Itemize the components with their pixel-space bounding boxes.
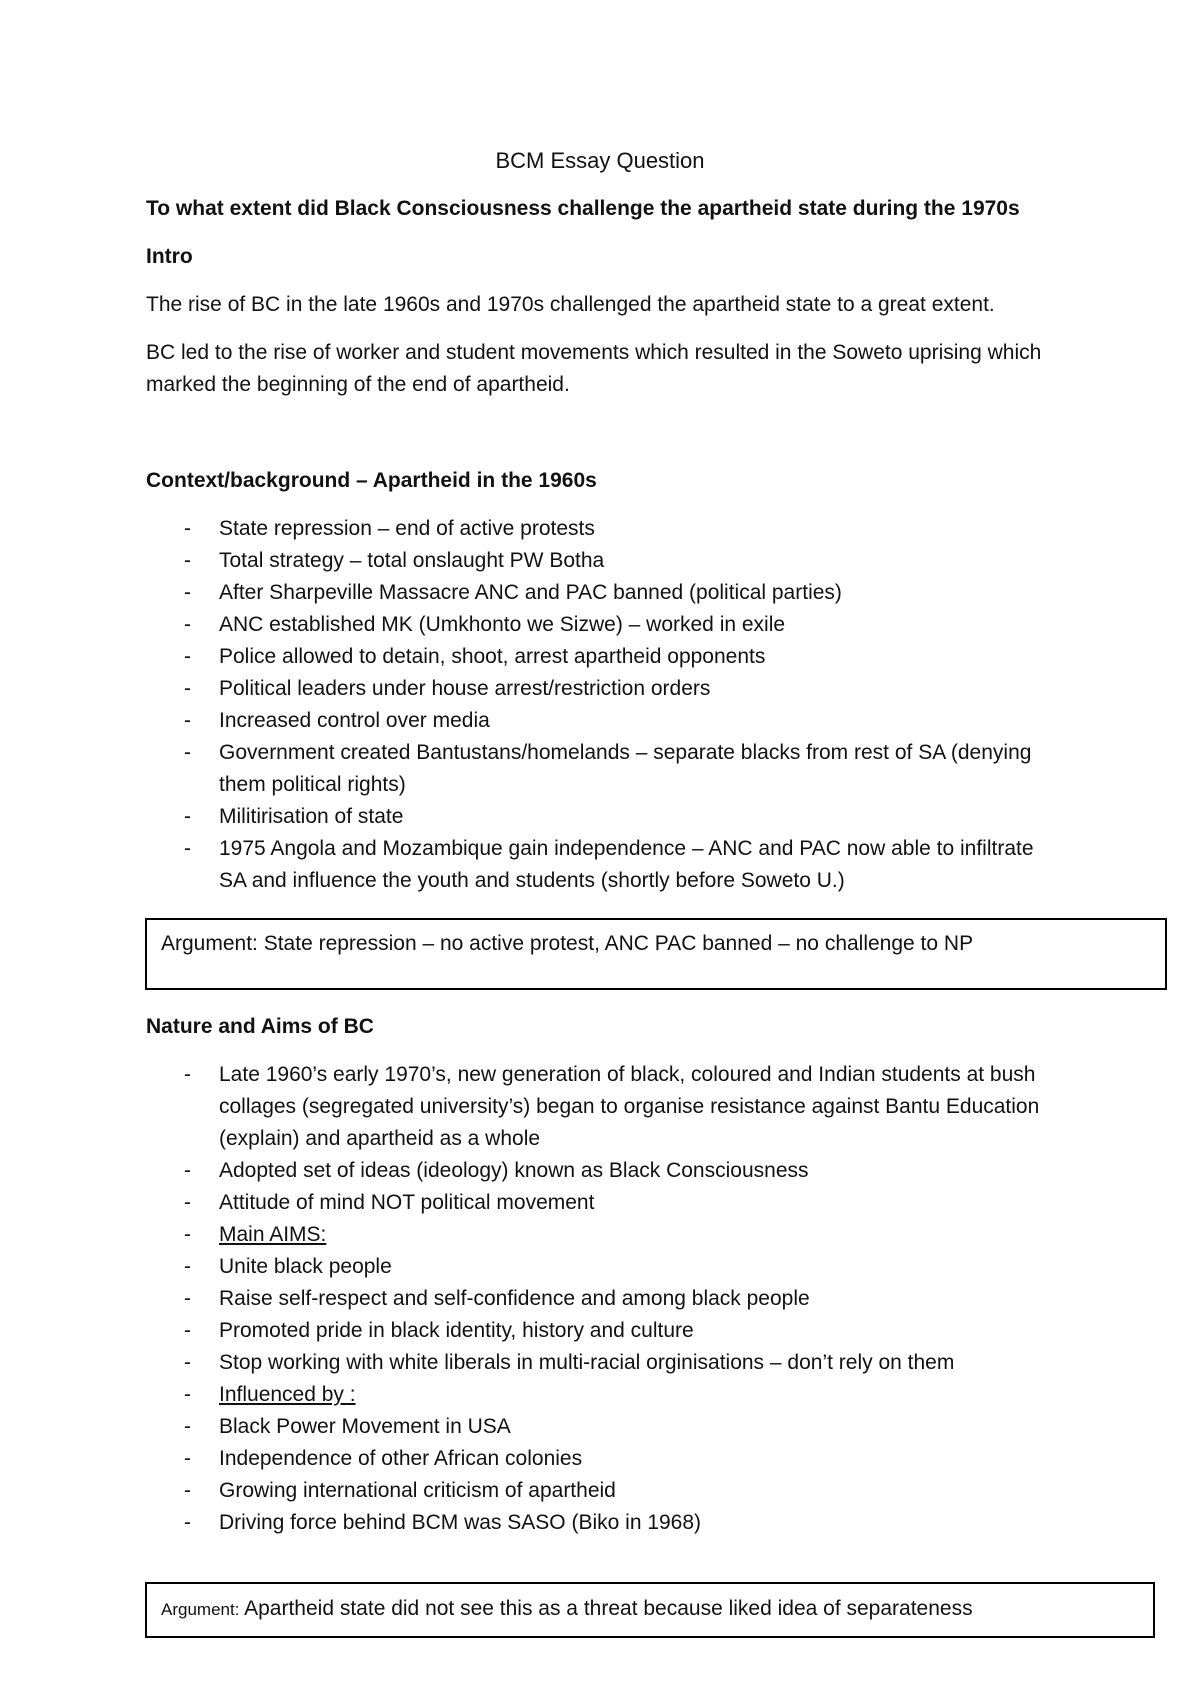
list-item <box>146 705 1066 737</box>
list-item-text: Growing international criticism of apartheid <box>219 1479 616 1502</box>
list-item <box>146 801 1066 833</box>
bullet-dash: - <box>184 1511 191 1534</box>
argument-label: Argument: <box>161 1600 240 1619</box>
list-item <box>146 1283 1066 1315</box>
bullet-dash: - <box>184 709 191 732</box>
bullet-dash: - <box>184 581 191 604</box>
list-item-text: Police allowed to detain, shoot, arrest apartheid opponents <box>219 645 766 668</box>
list-item-text: Adopted set of ideas (ideology) known as Black Consciousness <box>219 1159 809 1182</box>
list-item <box>146 1187 1066 1219</box>
list-item-text: State repression – end of active protests <box>219 517 595 540</box>
list-item-text: Total strategy – total onslaught PW Botha <box>219 549 605 572</box>
bullet-dash: - <box>184 1255 191 1278</box>
list-item-text: Main AIMS: <box>219 1223 327 1246</box>
list-item <box>146 1379 1066 1411</box>
bullet-dash: - <box>184 805 191 828</box>
list-item-text: Political leaders under house arrest/restriction orders <box>219 677 711 700</box>
list-item <box>146 1059 1066 1155</box>
bullet-dash: - <box>184 741 191 764</box>
bullet-dash: - <box>184 645 191 668</box>
list-item <box>146 609 1066 641</box>
list-item-text: Driving force behind BCM was SASO (Biko in 1968) <box>219 1511 702 1534</box>
list-item <box>146 737 1066 801</box>
bullet-dash: - <box>184 1351 191 1374</box>
list-item <box>146 1507 1066 1539</box>
list-item-text: Attitude of mind NOT political movement <box>219 1191 595 1214</box>
list-item <box>146 513 1066 545</box>
nature-argument-box <box>145 1582 1155 1638</box>
bullet-dash: - <box>184 1159 191 1182</box>
intro-paragraph: BC led to the rise of worker and student movements which resulted in the Soweto uprising which marked the beginning of the end of apartheid. <box>146 341 1042 396</box>
list-item-text: Raise self-respect and self-confidence and among black people <box>219 1287 810 1310</box>
bullet-dash: - <box>184 1223 191 1246</box>
list-item <box>146 1443 1066 1475</box>
bullet-dash: - <box>184 1191 191 1214</box>
bullet-dash: - <box>184 677 191 700</box>
list-item-text: Unite black people <box>219 1255 392 1278</box>
list-item-text: After Sharpeville Massacre ANC and PAC banned (political parties) <box>219 581 842 604</box>
context-heading: Context/background – Apartheid in the 1960s <box>146 469 597 492</box>
list-item <box>146 1411 1066 1443</box>
bullet-dash: - <box>184 1447 191 1470</box>
nature-bullet-list <box>146 1059 1066 1539</box>
nature-heading: Nature and Aims of BC <box>146 1015 374 1038</box>
list-item-text: Promoted pride in black identity, history and culture <box>219 1319 694 1342</box>
list-item-text: 1975 Angola and Mozambique gain independence – ANC and PAC now able to infiltrate SA and influence the youth and students (shortly before Soweto U.) <box>219 837 1034 892</box>
list-item <box>146 545 1066 577</box>
list-item <box>146 1219 1066 1251</box>
intro-heading: Intro <box>146 245 193 268</box>
list-item-text: Stop working with white liberals in multi-racial orginisations – don’t rely on them <box>219 1351 955 1374</box>
list-item-text: Increased control over media <box>219 709 490 732</box>
bullet-dash: - <box>184 549 191 572</box>
list-item <box>146 1347 1066 1379</box>
list-item <box>146 641 1066 673</box>
list-item-text: Influenced by : <box>219 1383 356 1406</box>
argument-text: Apartheid state did not see this as a threat because liked idea of separateness <box>239 1597 973 1620</box>
bullet-dash: - <box>184 613 191 636</box>
list-item-text: Black Power Movement in USA <box>219 1415 511 1438</box>
list-item-text: ANC established MK (Umkhonto we Sizwe) – worked in exile <box>219 613 786 636</box>
list-item <box>146 577 1066 609</box>
bullet-dash: - <box>184 517 191 540</box>
context-argument-box <box>145 918 1167 990</box>
bullet-dash: - <box>184 1479 191 1502</box>
argument-text: Argument: State repression – no active protest, ANC PAC banned – no challenge to NP <box>161 932 974 955</box>
bullet-dash: - <box>184 1063 191 1086</box>
document-title: BCM Essay Question <box>495 148 705 173</box>
bullet-dash: - <box>184 1383 191 1406</box>
list-item <box>146 1251 1066 1283</box>
bullet-dash: - <box>184 837 191 860</box>
bullet-dash: - <box>184 1319 191 1342</box>
list-item-text: Government created Bantustans/homelands – separate blacks from rest of SA (denying them political rights) <box>219 741 1032 796</box>
list-item <box>146 833 1066 897</box>
intro-paragraph: The rise of BC in the late 1960s and 1970s challenged the apartheid state to a great extent. <box>146 293 995 316</box>
essay-question: To what extent did Black Consciousness challenge the apartheid state during the 1970s <box>146 197 1020 220</box>
list-item-text: Late 1960’s early 1970’s, new generation of black, coloured and Indian students at bush collages (segregated university’s) began to organise resistance against Bantu Education (explain) and apartheid as a whole <box>219 1063 1040 1150</box>
bullet-dash: - <box>184 1287 191 1310</box>
bullet-dash: - <box>184 1415 191 1438</box>
list-item <box>146 1475 1066 1507</box>
list-item-text: Militirisation of state <box>219 805 404 828</box>
list-item <box>146 1155 1066 1187</box>
list-item-text: Independence of other African colonies <box>219 1447 583 1470</box>
list-item <box>146 673 1066 705</box>
list-item <box>146 1315 1066 1347</box>
context-bullet-list <box>146 513 1066 897</box>
